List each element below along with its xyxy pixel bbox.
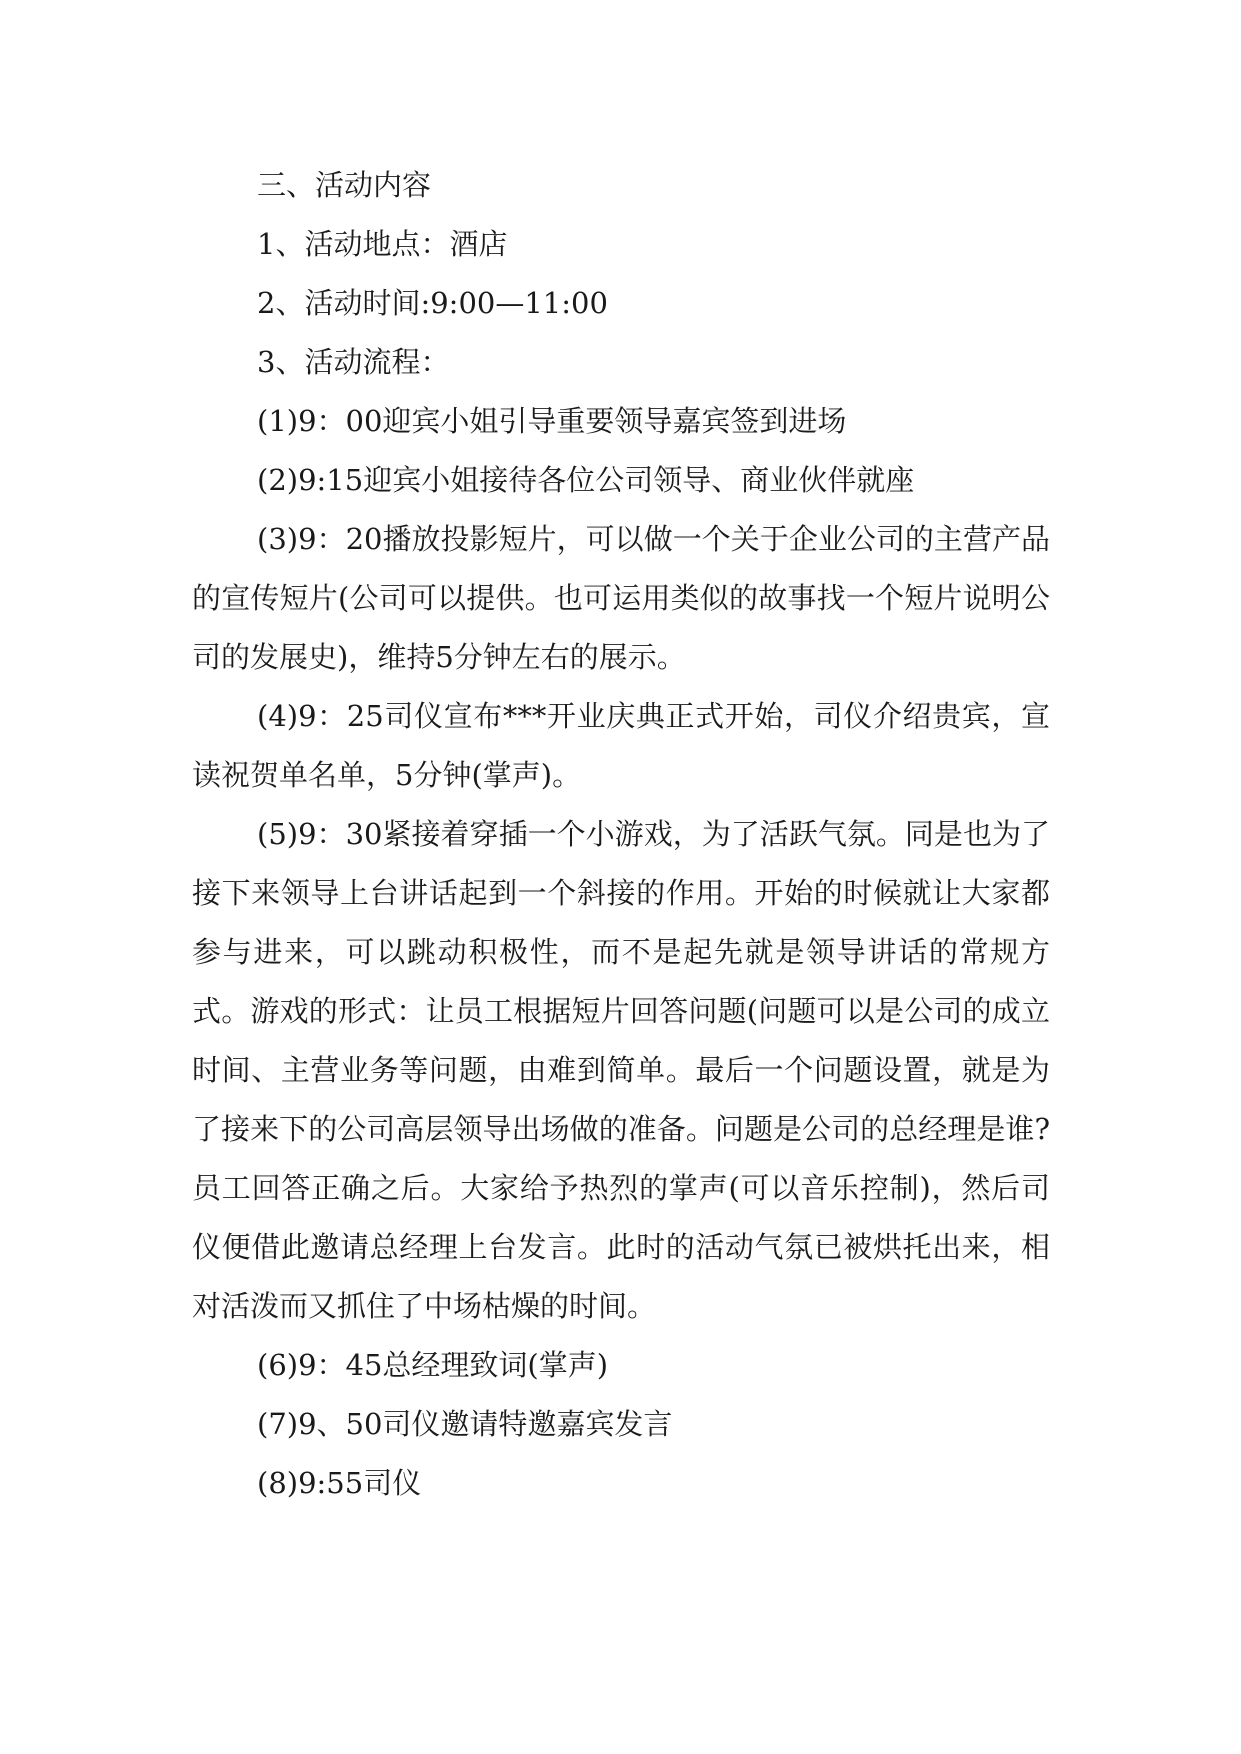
event-process-heading: 3、活动流程： bbox=[257, 345, 450, 379]
process-step-6: (6)9：45总经理致词(掌声) bbox=[257, 1348, 609, 1382]
process-step-4: (4)9：25司仪宣布***开业庆典正式开始，司仪介绍贵宾，宣读祝贺单名单，5分钟(掌声)。 bbox=[192, 699, 1050, 792]
section-heading: 三、活动内容 bbox=[257, 168, 432, 202]
process-step-3: (3)9：20播放投影短片，可以做一个关于企业公司的主营产品的宣传短片(公司可以提供。也可运用类似的故事找一个短片说明公司的发展史)，维持5分钟左右的展示。 bbox=[192, 522, 1050, 674]
process-step-2: (2)9:15迎宾小姐接待各位公司领导、商业伙伴就座 bbox=[257, 463, 915, 497]
process-step-7: (7)9、50司仪邀请特邀嘉宾发言 bbox=[257, 1407, 673, 1441]
process-step-8: (8)9:55司仪 bbox=[257, 1466, 422, 1500]
event-time: 2、活动时间:9:00—11:00 bbox=[257, 286, 608, 320]
process-step-1: (1)9：00迎宾小姐引导重要领导嘉宾签到进场 bbox=[257, 404, 847, 438]
process-step-5: (5)9：30紧接着穿插一个小游戏，为了活跃气氛。同是也为了接下来领导上台讲话起到一个斜接的作用。开始的时候就让大家都参与进来，可以跳动积极性，而不是起先就是领导讲话的常规方式。游戏的形式：让员工根据短片回答问题(问题可以是公司的成立时间、主营业务等问题，由难到简单。最后一个问题设置，就是为了接来下的公司高层领导出场做的准备。问题是公司的总经理是谁?员工回答正确之后。大家给予热烈的掌声(可以音乐控制)，然后司仪便借此邀请总经理上台发言。此时的活动气氛已被烘托出来，相对活泼而又抓住了中场枯燥的时间。 bbox=[192, 817, 1050, 1323]
document-body bbox=[192, 156, 1050, 1513]
event-location: 1、活动地点：酒店 bbox=[257, 227, 508, 261]
